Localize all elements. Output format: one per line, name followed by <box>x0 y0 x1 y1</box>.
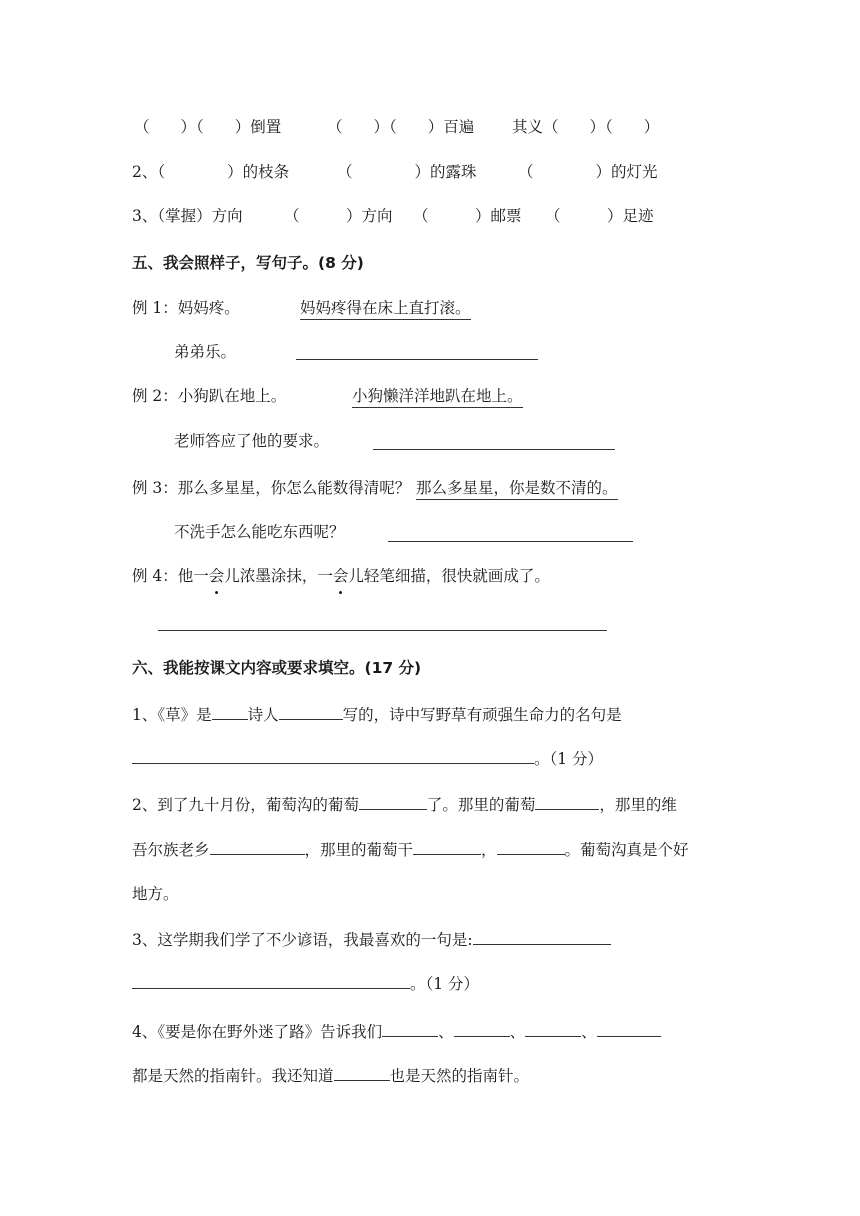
example-1 <box>0 298 860 320</box>
q2-blank-1[interactable] <box>359 795 427 810</box>
emphasis-1-text: 一会儿 <box>193 567 240 585</box>
q4-text-b: 都是天然的指南针。我还知道 <box>132 1067 334 1085</box>
q2-blank-2[interactable] <box>535 795 599 810</box>
section6-heading: 六、我能按课文内容或要求填空。(17 分) <box>132 659 422 677</box>
q2-text-f: ， <box>481 841 497 859</box>
example-4-part-3: 轻笔细描，很快就画成了。 <box>363 567 550 585</box>
example-4-part-1: 例 4：他 <box>132 567 194 585</box>
question-2-line-2 <box>132 840 689 860</box>
q2-text-g: 。葡萄沟真是个好 <box>564 841 689 859</box>
blank-phrase-10: （ ）足迹 <box>545 207 654 225</box>
q1-blank-dynasty[interactable] <box>212 705 248 720</box>
emphasis-2-text: 一会儿 <box>317 567 364 585</box>
question-4-line-2 <box>132 1066 529 1086</box>
blank-phrase-3: 其义（ ）（ ） <box>512 118 660 136</box>
q4-blank-1[interactable] <box>382 1022 438 1037</box>
q1-end: 。（1 分） <box>534 750 604 768</box>
q2-blank-4[interactable] <box>413 840 481 855</box>
q2-blank-3[interactable] <box>210 840 305 855</box>
question-1-line-2 <box>132 749 603 769</box>
q4-text-a: 4、《要是你在野外迷了路》告诉我们 <box>132 1023 383 1041</box>
q1-text-c: 写的，诗中写野草有顽强生命力的名句是 <box>342 706 622 724</box>
task-3-text: 不洗手怎么能吃东西呢？ <box>174 523 345 541</box>
example-1-prefix: 例 1：妈妈疼。 <box>132 299 240 317</box>
q4-text-c: 也是天然的指南针。 <box>389 1067 530 1085</box>
task-1-text: 弟弟乐。 <box>174 343 237 361</box>
blank-phrase-5: （ ）的露珠 <box>337 163 477 181</box>
q2-text-a: 2、到了九十月份，葡萄沟的葡萄 <box>132 796 359 814</box>
question-3-line-1 <box>132 930 611 950</box>
q4-sep-3: 、 <box>581 1023 597 1041</box>
task-2-answer-line[interactable] <box>373 449 615 450</box>
example-1-answer: 妈妈疼得在床上直打滚。 <box>300 298 471 320</box>
q2-blank-5[interactable] <box>497 840 565 855</box>
q4-blank-2[interactable] <box>454 1022 510 1037</box>
blank-phrase-6: （ ）的灯光 <box>518 163 658 181</box>
example-2-answer: 小狗懒洋洋地趴在地上。 <box>352 386 523 408</box>
q4-sep-2: 、 <box>509 1023 526 1041</box>
q2-text-b: 了。那里的葡萄 <box>426 796 536 814</box>
q1-blank-poet[interactable] <box>279 705 343 720</box>
q3-blank-1[interactable] <box>473 930 611 945</box>
word-row-2 <box>0 162 860 182</box>
q3-text-a: 3、这学期我们学了不少谚语，我最喜欢的一句是: <box>132 931 473 949</box>
q3-blank-2[interactable] <box>132 974 410 989</box>
example-4 <box>132 566 550 586</box>
word-row-3 <box>0 206 860 226</box>
example-2 <box>0 386 860 408</box>
task-4-answer-line[interactable] <box>158 630 607 631</box>
q2-text-e: ，那里的葡萄干 <box>304 841 414 859</box>
q1-text-b: 诗人 <box>247 706 279 724</box>
example-3-prefix: 例 3：那么多星星，你怎么能数得清呢？ <box>132 479 411 497</box>
section5-heading: 五、我会照样子，写句子。(8 分) <box>132 254 364 272</box>
blank-phrase-4: 2、（ ）的枝条 <box>132 163 290 181</box>
blank-phrase-7: 3、（掌握）方向 <box>132 207 243 225</box>
question-3-line-2 <box>132 974 479 994</box>
question-2-line-1 <box>132 795 677 815</box>
q1-text-a: 1、《草》是 <box>132 706 212 724</box>
blank-phrase-1: （ ）（ ）倒置 <box>134 118 282 136</box>
q4-sep-1: 、 <box>438 1023 454 1041</box>
question-2-line-3: 地方。 <box>132 885 179 903</box>
q1-blank-quote[interactable] <box>132 749 534 764</box>
task-3-answer-line[interactable] <box>388 541 633 542</box>
example-4-emphasis-2 <box>317 567 364 585</box>
q4-blank-5[interactable] <box>334 1066 390 1081</box>
q2-text-d: 吾尔族老乡 <box>132 841 210 859</box>
example-4-part-2: 浓墨涂抹， <box>239 567 318 585</box>
word-row-1 <box>0 117 860 137</box>
q2-text-c: ，那里的维 <box>599 796 677 814</box>
example-2-prefix: 例 2：小狗趴在地上。 <box>132 387 287 405</box>
task-2-text: 老师答应了他的要求。 <box>174 432 330 450</box>
example-3-answer: 那么多星星，你是数不清的。 <box>416 478 618 500</box>
q4-blank-3[interactable] <box>525 1022 581 1037</box>
blank-phrase-2: （ ）（ ）百遍 <box>327 118 475 136</box>
example-4-emphasis-1 <box>193 567 240 585</box>
example-3 <box>0 478 860 500</box>
blank-phrase-9: （ ）邮票 <box>413 207 522 225</box>
question-4-line-1 <box>132 1022 661 1042</box>
q4-blank-4[interactable] <box>597 1022 661 1037</box>
q3-end: 。（1 分） <box>410 975 480 993</box>
task-1-answer-line[interactable] <box>296 359 538 360</box>
question-1-line-1 <box>132 705 622 725</box>
blank-phrase-8: （ ）方向 <box>284 207 393 225</box>
